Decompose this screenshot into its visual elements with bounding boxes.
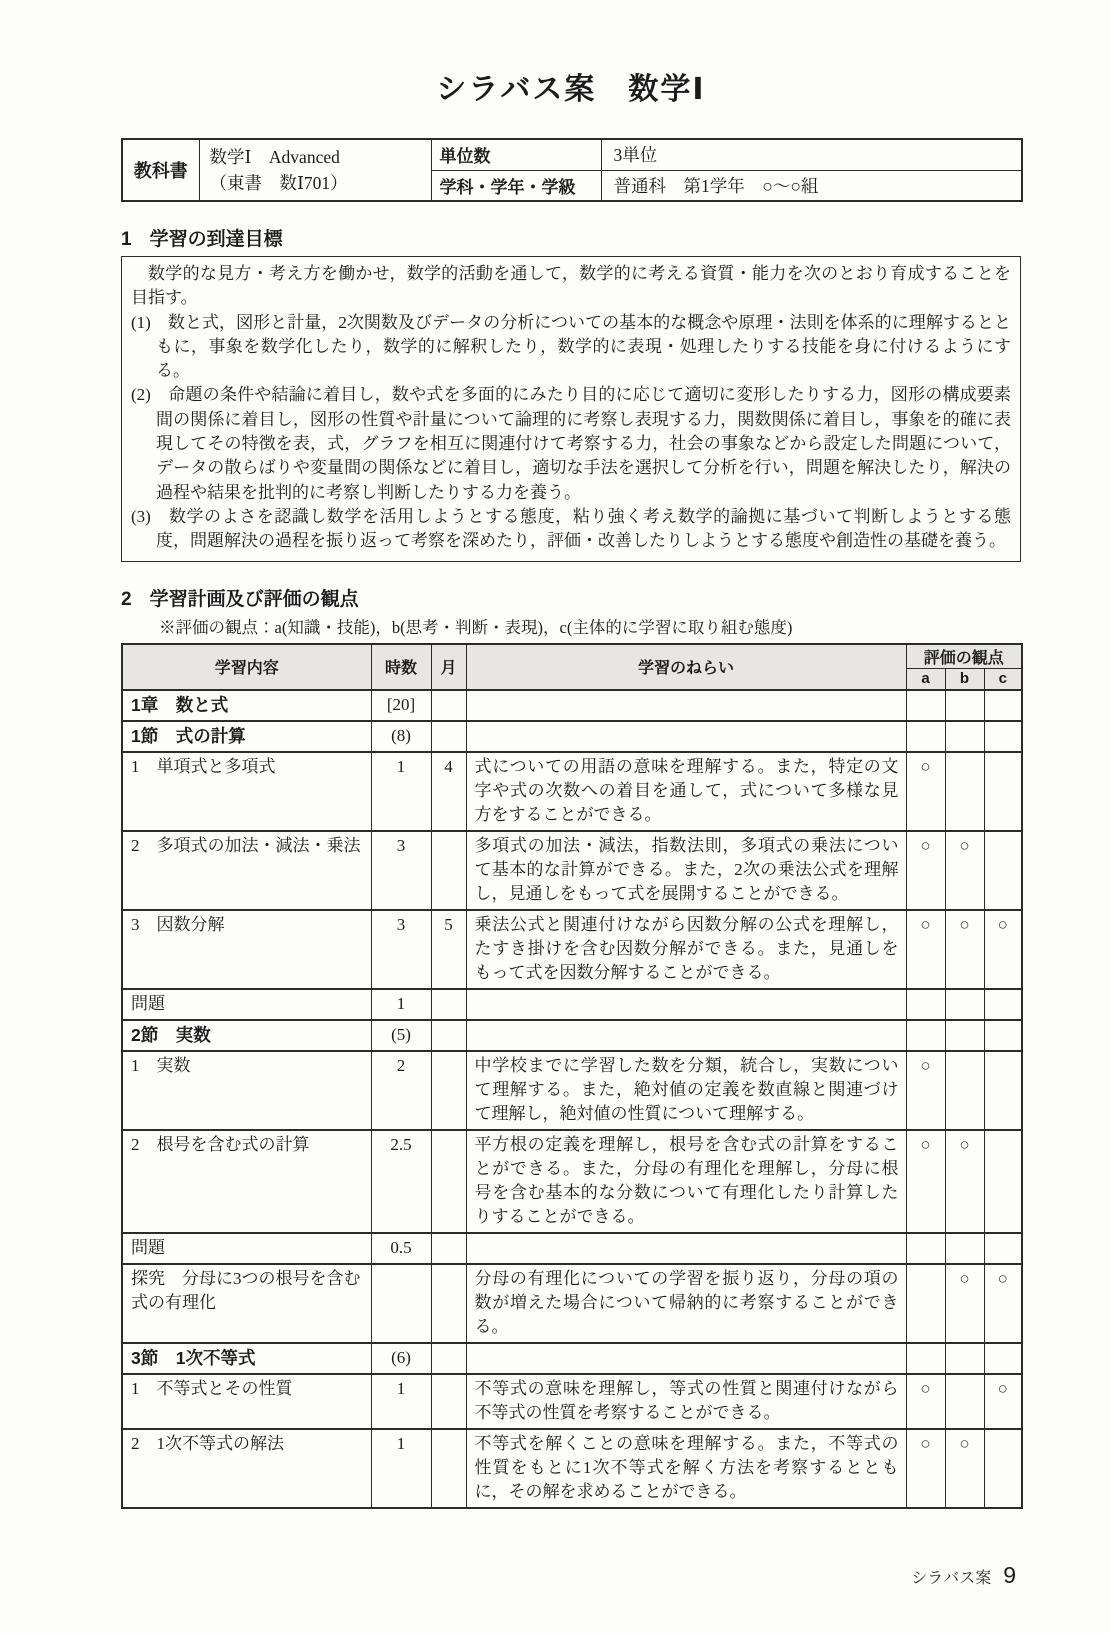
row-hours: 1 — [371, 989, 431, 1020]
row-aim — [466, 989, 906, 1020]
eval-a-mark: ○ — [906, 910, 945, 989]
eval-c-mark: ○ — [984, 910, 1022, 989]
eval-b-mark — [945, 1051, 984, 1130]
row-hours: 2 — [371, 1051, 431, 1130]
eval-c-mark — [984, 1429, 1022, 1508]
row-content: 2 根号を含む式の計算 — [122, 1130, 371, 1233]
row-month — [431, 1374, 466, 1429]
row-content: 1 不等式とその性質 — [122, 1374, 371, 1429]
page-title: シラバス案 数学Ⅰ — [436, 73, 706, 106]
goals-intro: 数学的な見方・考え方を働かせ，数学的活動を通して，数学的に考える資質・能力を次のとおり育成することを目指す。 — [131, 264, 1011, 308]
eval-b-mark — [945, 752, 984, 831]
textbook-table-row — [122, 139, 1022, 170]
header-month: 月 — [431, 644, 466, 691]
table-row — [122, 1343, 1022, 1374]
evaluation-note: ※評価の観点：a(知識・技能)，b(思考・判断・表現)，c(主体的に学習に取り組む態度) — [159, 617, 793, 637]
header-eval-a: a — [906, 668, 945, 690]
eval-b-mark — [945, 1233, 984, 1264]
eval-c-mark — [984, 1020, 1022, 1051]
eval-a-mark — [906, 1264, 945, 1343]
header-evaluation: 評価の観点 — [906, 644, 1022, 669]
eval-a-mark — [906, 1020, 945, 1051]
eval-c-mark — [984, 1343, 1022, 1374]
row-month — [431, 989, 466, 1020]
row-aim: 乗法公式と関連付けながら因数分解の公式を理解し，たすき掛けを含む因数分解ができる。また，見通しをもって式を因数分解することができる。 — [466, 910, 906, 989]
eval-b-mark — [945, 1020, 984, 1051]
section1-heading — [121, 224, 1021, 251]
row-aim: 中学校までに学習した数を分類，統合し，実数について理解する。また，絶対値の定義を数直線と関連づけて理解し，絶対値の性質について理解する。 — [466, 1051, 906, 1130]
row-hours: 1 — [371, 752, 431, 831]
unit-count-value: 3単位 — [601, 139, 1022, 170]
row-month — [431, 1020, 466, 1051]
row-content: 1 単項式と多項式 — [122, 752, 371, 831]
row-content: 2 1次不等式の解法 — [122, 1429, 371, 1508]
row-content: 2 多項式の加法・減法・乗法 — [122, 831, 371, 910]
row-hours: 3 — [371, 910, 431, 989]
goal-item — [131, 505, 1011, 554]
row-aim: 不等式の意味を理解し，等式の性質と関連付けながら不等式の性質を考察することができる。 — [466, 1374, 906, 1429]
textbook-name-line2: （東書 数Ⅰ701） — [209, 173, 348, 193]
row-content: 2節 実数 — [122, 1020, 371, 1051]
header-hours: 時数 — [371, 644, 431, 691]
eval-b-mark: ○ — [945, 1130, 984, 1233]
row-month — [431, 1130, 466, 1233]
table-row — [122, 752, 1022, 831]
eval-b-mark — [945, 989, 984, 1020]
goal-item — [131, 383, 1011, 504]
table-row — [122, 1264, 1022, 1343]
table-row — [122, 721, 1022, 752]
eval-c-mark — [984, 721, 1022, 752]
eval-a-mark: ○ — [906, 1051, 945, 1130]
eval-c-mark: ○ — [984, 1374, 1022, 1429]
row-aim: 式についての用語の意味を理解する。また，特定の文字や式の次数への着目を通して，式について多様な見方をすることができる。 — [466, 752, 906, 831]
row-content: 問題 — [122, 1233, 371, 1264]
section2-heading — [121, 584, 1021, 611]
table-row — [122, 1233, 1022, 1264]
eval-c-mark — [984, 989, 1022, 1020]
eval-b-mark: ○ — [945, 1264, 984, 1343]
table-row — [122, 1130, 1022, 1233]
table-row — [122, 1051, 1022, 1130]
row-aim — [466, 690, 906, 721]
eval-a-mark: ○ — [906, 831, 945, 910]
table-row — [122, 910, 1022, 989]
eval-b-mark — [945, 1343, 984, 1374]
row-aim: 平方根の定義を理解し，根号を含む式の計算をすることができる。また，分母の有理化を理解し，分母に根号を含む基本的な分数について有理化したり計算したりすることができる。 — [466, 1130, 906, 1233]
footer-page-number: 9 — [1003, 1562, 1016, 1588]
row-hours: 3 — [371, 831, 431, 910]
eval-c-mark: ○ — [984, 1264, 1022, 1343]
goal-item-number: (1) — [131, 312, 151, 332]
row-hours: (6) — [371, 1343, 431, 1374]
row-content: 探究 分母に3つの根号を含む式の有理化 — [122, 1264, 371, 1343]
section1-number: 1 — [121, 229, 132, 250]
section2-title: 学習計画及び評価の観点 — [149, 588, 359, 610]
eval-a-mark: ○ — [906, 752, 945, 831]
row-hours — [371, 1264, 431, 1343]
row-hours: (5) — [371, 1020, 431, 1051]
row-content: 1節 式の計算 — [122, 721, 371, 752]
row-content: 3節 1次不等式 — [122, 1343, 371, 1374]
eval-a-mark: ○ — [906, 1429, 945, 1508]
eval-a-mark: ○ — [906, 1374, 945, 1429]
table-row — [122, 831, 1022, 910]
goal-item — [131, 311, 1011, 384]
header-eval-b: b — [945, 668, 984, 690]
row-month — [431, 690, 466, 721]
eval-b-mark: ○ — [945, 831, 984, 910]
eval-a-mark — [906, 1233, 945, 1264]
table-row — [122, 989, 1022, 1020]
eval-b-mark — [945, 690, 984, 721]
header-eval-c: c — [984, 668, 1022, 690]
eval-a-mark: ○ — [906, 1130, 945, 1233]
row-aim — [466, 721, 906, 752]
eval-a-mark — [906, 1343, 945, 1374]
page-content — [121, 64, 1021, 1509]
goals-box — [121, 256, 1021, 562]
footer-label: シラバス案 — [911, 1570, 992, 1587]
goal-item-text: 命題の条件や結論に着目し，数や式を多面的にみたり目的に応じて適切に変形したりする力，図形の構成要素間の関係に着目し，図形の性質や計量について論理的に考察し表現する力，関数関係に着目し，事象を的確に表現してその特徴を表，式，グラフを相互に関連付けて考察する力，社会の事象などから設定した問題について，データの散らばりや変量間の関係などに着目し，適切な手法を選択して分析を行い，問題を解決したり，解決の過程や結果を批判的に考察し判断したりする力を養う。 — [156, 385, 1012, 502]
row-month — [431, 1051, 466, 1130]
unit-count-label: 単位数 — [431, 139, 601, 170]
row-aim — [466, 1020, 906, 1051]
row-hours: 0.5 — [371, 1233, 431, 1264]
row-content: 1 実数 — [122, 1051, 371, 1130]
eval-c-mark — [984, 1051, 1022, 1130]
row-month: 5 — [431, 910, 466, 989]
row-month — [431, 1264, 466, 1343]
row-hours: (8) — [371, 721, 431, 752]
row-content: 3 因数分解 — [122, 910, 371, 989]
page-footer — [911, 1562, 1016, 1589]
eval-c-mark — [984, 831, 1022, 910]
row-aim — [466, 1343, 906, 1374]
class-label: 学科・学年・学級 — [431, 170, 601, 201]
goal-item-number: (2) — [131, 385, 151, 405]
textbook-name — [199, 139, 431, 201]
row-month — [431, 831, 466, 910]
row-aim: 分母の有理化についての学習を振り返り，分母の項の数が増えた場合について帰納的に考察することができる。 — [466, 1264, 906, 1343]
row-content: 問題 — [122, 989, 371, 1020]
eval-a-mark — [906, 721, 945, 752]
eval-c-mark — [984, 1130, 1022, 1233]
eval-b-mark — [945, 721, 984, 752]
curriculum-table-body — [122, 690, 1022, 1508]
row-aim: 多項式の加法・減法，指数法則，多項式の乗法について基本的な計算ができる。また，2次の乗法公式を理解し，見通しをもって式を展開することができる。 — [466, 831, 906, 910]
section2-number: 2 — [121, 588, 132, 610]
row-hours: 1 — [371, 1429, 431, 1508]
eval-c-mark — [984, 1233, 1022, 1264]
row-month — [431, 1233, 466, 1264]
goal-item-number: (3) — [131, 506, 151, 526]
table-row — [122, 1429, 1022, 1508]
row-content: 1章 数と式 — [122, 690, 371, 721]
header-aim: 学習のねらい — [466, 644, 906, 691]
row-aim: 不等式を解くことの意味を理解する。また，不等式の性質をもとに1次不等式を解く方法を考察するとともに，その解を求めることができる。 — [466, 1429, 906, 1508]
table-row — [122, 1020, 1022, 1051]
row-hours: 2.5 — [371, 1130, 431, 1233]
eval-c-mark — [984, 752, 1022, 831]
row-hours: 1 — [371, 1374, 431, 1429]
eval-c-mark — [984, 690, 1022, 721]
eval-b-mark: ○ — [945, 1429, 984, 1508]
eval-b-mark: ○ — [945, 910, 984, 989]
curriculum-table-header — [122, 644, 1022, 691]
textbook-name-line1: 数学Ⅰ Advanced — [209, 147, 340, 167]
goal-item-text: 数学のよさを認識し数学を活用しようとする態度，粘り強く考え数学的論拠に基づいて判断しようとする態度，問題解決の過程を振り返って考察を深めたり，評価・改善したりしようとする態度や創造性の基礎を養う。 — [156, 506, 1011, 551]
eval-a-mark — [906, 989, 945, 1020]
textbook-label: 教科書 — [122, 139, 199, 201]
row-month — [431, 1429, 466, 1508]
section1-title: 学習の到達目標 — [149, 229, 283, 250]
textbook-table — [121, 138, 1023, 202]
eval-b-mark — [945, 1374, 984, 1429]
table-row — [122, 1374, 1022, 1429]
goal-item-text: 数と式，図形と計量，2次関数及びデータの分析についての基本的な概念や原理・法則を体系的に理解するとともに，事象を数学化したり，数学的に解釈したり，数学的に表現・処理したりする技能を身に付けるようにする。 — [156, 312, 1012, 381]
class-value: 普通科 第1学年 ○～○組 — [601, 170, 1022, 201]
row-aim — [466, 1233, 906, 1264]
eval-a-mark — [906, 690, 945, 721]
header-content: 学習内容 — [122, 644, 371, 691]
row-hours: [20] — [371, 690, 431, 721]
curriculum-table — [121, 643, 1023, 1510]
row-month — [431, 1343, 466, 1374]
row-month — [431, 721, 466, 752]
row-month: 4 — [431, 752, 466, 831]
table-row — [122, 690, 1022, 721]
